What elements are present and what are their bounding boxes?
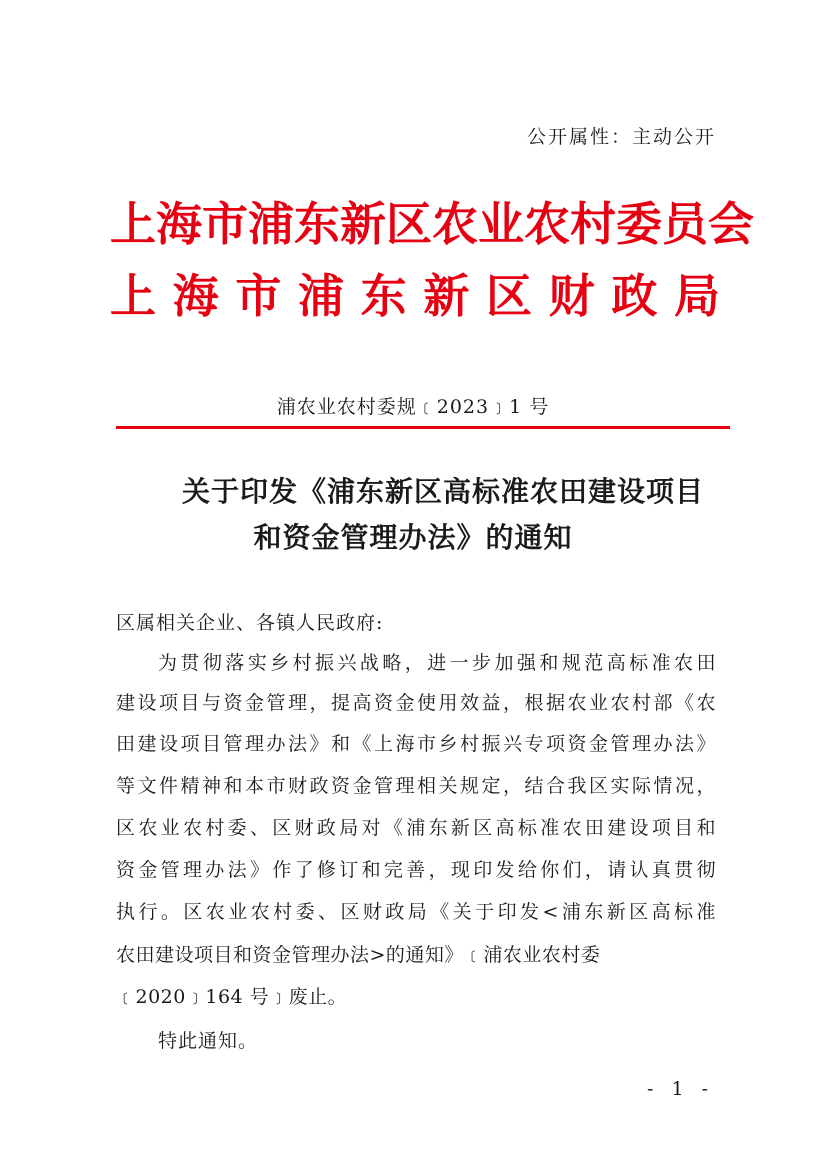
disclosure-attribute: 公开属性：主动公开: [526, 126, 716, 148]
body-line: 资金管理办法》作了修订和完善，现印发给你们，请认真贯彻: [116, 859, 716, 881]
issuer-finance-bureau: 上 海 市 浦 东 新 区 财 政 局: [110, 269, 720, 323]
body-line: 为贯彻落实乡村振兴战略，进一步加强和规范高标准农田: [158, 652, 716, 674]
salutation: 区属相关企业、各镇人民政府:: [116, 612, 384, 634]
body-line: 等文件精神和本市财政资金管理相关规定，结合我区实际情况，: [116, 775, 716, 797]
page-number: - 1 -: [646, 1078, 714, 1100]
body-line: 建设项目与资金管理，提高资金使用效益，根据农业农村部《农: [116, 692, 716, 714]
document-title-line-2: 和资金管理办法》的通知: [253, 521, 573, 554]
document-number: 浦农业农村委规﹝2023﹞1 号: [276, 396, 550, 418]
body-line: 田建设项目管理办法》和《上海市乡村振兴专项资金管理办法》: [116, 733, 716, 755]
closing-remark: 特此通知。: [158, 1030, 259, 1052]
red-divider-line: [116, 426, 730, 429]
body-line: 农田建设项目和资金管理办法>的通知》﹝浦农业农村委: [116, 944, 601, 966]
body-line: ﹝2020﹞164 号﹞废止。: [116, 986, 348, 1008]
body-line: 区农业农村委、区财政局对《浦东新区高标准农田建设项目和: [116, 817, 716, 839]
document-title-line-1: 关于印发《浦东新区高标准农田建设项目: [181, 475, 704, 508]
issuer-agriculture-committee: 上海市浦东新区农业农村委员会: [110, 197, 754, 251]
body-line: 执行。区农业农村委、区财政局《关于印发<浦东新区高标准: [116, 901, 716, 923]
